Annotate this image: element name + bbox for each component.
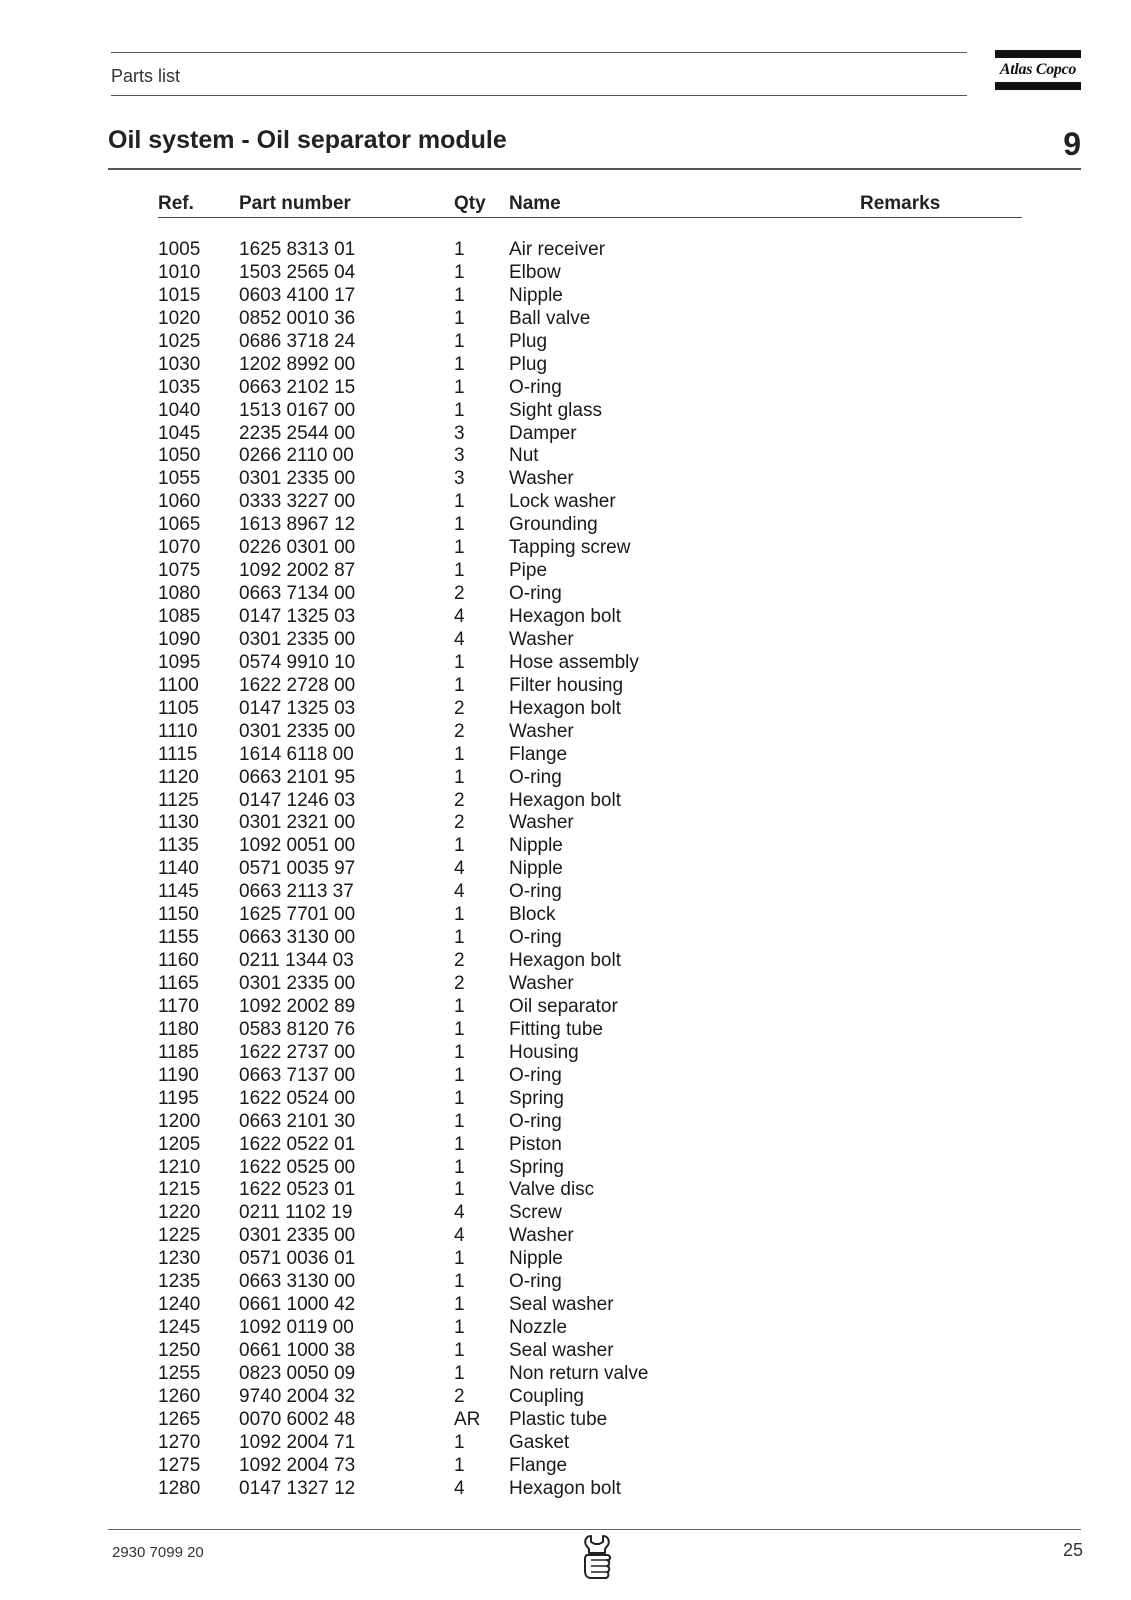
cell-part-number: 0574 9910 10 <box>239 651 356 673</box>
cell-qty: 1 <box>454 835 465 857</box>
column-header-qty: Qty <box>454 193 486 214</box>
table-row <box>0 514 1131 537</box>
title-rule <box>108 168 1081 170</box>
table-row <box>0 721 1131 744</box>
cell-part-number: 0301 2335 00 <box>239 973 356 994</box>
cell-qty: 1 <box>454 284 465 306</box>
cell-name: Coupling <box>509 1385 584 1407</box>
cell-qty: 1 <box>454 399 465 421</box>
cell-name: Nipple <box>509 1248 563 1270</box>
cell-name: Fitting tube <box>509 1018 603 1040</box>
cell-part-number: 1613 8967 12 <box>239 514 356 536</box>
cell-ref: 1250 <box>158 1340 201 1361</box>
table-row <box>0 858 1131 881</box>
cell-qty: 4 <box>454 1202 465 1224</box>
cell-part-number: 1625 8313 01 <box>239 239 356 260</box>
cell-qty: 1 <box>454 537 465 559</box>
table-row <box>0 491 1131 514</box>
cell-name: Nut <box>509 445 539 467</box>
table-row <box>0 1432 1131 1455</box>
cell-ref: 1015 <box>158 284 201 306</box>
header-rule <box>158 217 1022 218</box>
cell-qty: 1 <box>454 239 465 260</box>
cell-qty: 1 <box>454 1133 465 1155</box>
table-row <box>0 560 1131 583</box>
cell-name: Washer <box>509 628 574 650</box>
cell-name: Washer <box>509 973 574 994</box>
table-row <box>0 1088 1131 1111</box>
cell-qty: 1 <box>454 1156 465 1178</box>
cell-qty: 1 <box>454 995 465 1017</box>
cell-ref: 1145 <box>158 881 199 903</box>
table-row <box>0 1317 1131 1340</box>
cell-qty: 1 <box>454 1018 465 1040</box>
cell-part-number: 0663 2102 15 <box>239 376 356 398</box>
cell-name: Flange <box>509 743 568 765</box>
cell-ref: 1030 <box>158 353 201 375</box>
cell-part-number: 0661 1000 38 <box>239 1340 356 1361</box>
table-row <box>0 812 1131 835</box>
cell-qty: 1 <box>454 1454 465 1476</box>
cell-part-number: 0603 4100 17 <box>239 284 356 306</box>
cell-part-number: 0571 0036 01 <box>239 1248 356 1270</box>
cell-ref: 1200 <box>158 1110 201 1132</box>
cell-qty: 4 <box>454 1225 465 1247</box>
cell-ref: 1280 <box>158 1477 201 1499</box>
cell-qty: 1 <box>454 1294 465 1316</box>
table-row <box>0 629 1131 652</box>
brand-logo <box>995 50 1081 90</box>
cell-name: Hexagon bolt <box>509 697 621 719</box>
table-row <box>0 1042 1131 1065</box>
cell-ref: 1265 <box>158 1408 201 1430</box>
cell-part-number: 1622 0525 00 <box>239 1156 356 1178</box>
cell-qty: 4 <box>454 1477 465 1499</box>
cell-name: Tapping screw <box>509 537 631 559</box>
logo-top-bar <box>995 50 1081 58</box>
cell-qty: 1 <box>454 651 465 673</box>
cell-qty: 1 <box>454 1064 465 1086</box>
cell-part-number: 9740 2004 32 <box>239 1385 356 1407</box>
cell-name: O-ring <box>509 583 562 605</box>
cell-ref: 1160 <box>158 950 199 972</box>
cell-qty: 3 <box>454 422 465 444</box>
table-row <box>0 1111 1131 1134</box>
cell-ref: 1020 <box>158 307 201 329</box>
cell-ref: 1255 <box>158 1362 201 1384</box>
cell-part-number: 1513 0167 00 <box>239 399 356 421</box>
cell-ref: 1140 <box>158 858 199 880</box>
cell-ref: 1225 <box>158 1225 201 1247</box>
table-row <box>0 1225 1131 1248</box>
cell-ref: 1085 <box>158 606 201 627</box>
cell-part-number: 0266 2110 00 <box>239 445 354 467</box>
table-row <box>0 1157 1131 1180</box>
cell-ref: 1275 <box>158 1454 201 1476</box>
cell-name: O-ring <box>509 1271 562 1293</box>
cell-name: Sight glass <box>509 399 602 421</box>
cell-name: Hose assembly <box>509 651 639 673</box>
cell-ref: 1240 <box>158 1294 201 1316</box>
cell-qty: 4 <box>454 628 465 650</box>
table-row <box>0 652 1131 675</box>
cell-qty: 1 <box>454 1041 465 1063</box>
footer-rule <box>108 1529 1081 1530</box>
cell-name: Elbow <box>509 261 561 283</box>
cell-ref: 1215 <box>158 1179 201 1201</box>
cell-part-number: 1503 2565 04 <box>239 261 356 283</box>
table-row <box>0 400 1131 423</box>
cell-part-number: 1614 6118 00 <box>239 743 354 765</box>
cell-name: Spring <box>509 1087 564 1109</box>
cell-name: Housing <box>509 1041 579 1063</box>
table-row <box>0 262 1131 285</box>
cell-ref: 1050 <box>158 445 201 467</box>
cell-part-number: 0147 1246 03 <box>239 789 356 811</box>
cell-name: Nipple <box>509 858 563 880</box>
document-number: 2930 7099 20 <box>112 1544 204 1561</box>
cell-ref: 1220 <box>158 1202 201 1224</box>
table-row <box>0 881 1131 904</box>
cell-ref: 1010 <box>158 261 201 283</box>
cell-part-number: 0070 6002 48 <box>239 1408 356 1430</box>
cell-name: Lock washer <box>509 491 616 513</box>
cell-name: O-ring <box>509 1110 562 1132</box>
cell-qty: 1 <box>454 514 465 536</box>
cell-part-number: 1622 2737 00 <box>239 1041 356 1063</box>
cell-name: O-ring <box>509 881 562 903</box>
cell-name: Hexagon bolt <box>509 606 621 627</box>
cell-qty: 4 <box>454 858 465 880</box>
cell-name: Flange <box>509 1454 568 1476</box>
cell-qty: 2 <box>454 812 465 834</box>
cell-ref: 1165 <box>158 973 199 994</box>
cell-qty: 4 <box>454 606 465 627</box>
cell-name: O-ring <box>509 927 562 949</box>
cell-qty: 1 <box>454 904 465 926</box>
cell-ref: 1185 <box>158 1041 199 1063</box>
cell-qty: 1 <box>454 1179 465 1201</box>
cell-part-number: 0686 3718 24 <box>239 330 356 352</box>
cell-qty: 1 <box>454 743 465 765</box>
cell-qty: 3 <box>454 468 465 490</box>
cell-qty: 1 <box>454 766 465 788</box>
column-header-name: Name <box>509 193 561 214</box>
cell-ref: 1245 <box>158 1317 201 1339</box>
table-row <box>0 698 1131 721</box>
table-row <box>0 744 1131 767</box>
table-row <box>0 1455 1131 1478</box>
cell-ref: 1210 <box>158 1156 201 1178</box>
cell-part-number: 0226 0301 00 <box>239 537 356 559</box>
cell-qty: 1 <box>454 261 465 283</box>
table-row <box>0 835 1131 858</box>
table-row <box>0 1340 1131 1363</box>
cell-qty: 3 <box>454 445 465 467</box>
cell-ref: 1045 <box>158 422 201 444</box>
table-row <box>0 308 1131 331</box>
cell-name: Nipple <box>509 284 563 306</box>
cell-ref: 1125 <box>158 789 199 811</box>
cell-name: Spring <box>509 1156 564 1178</box>
table-row <box>0 1134 1131 1157</box>
cell-ref: 1055 <box>158 468 201 490</box>
section-label: Parts list <box>111 66 181 86</box>
cell-name: Block <box>509 904 556 926</box>
cell-name: Washer <box>509 720 574 742</box>
cell-name: Screw <box>509 1202 562 1224</box>
table-row <box>0 1248 1131 1271</box>
logo-wordmark: Atlas Copco <box>999 61 1077 78</box>
cell-part-number: 0301 2335 00 <box>239 468 356 490</box>
cell-name: Filter housing <box>509 674 624 696</box>
cell-part-number: 0301 2321 00 <box>239 812 356 834</box>
cell-qty: 1 <box>454 674 465 696</box>
cell-part-number: 1622 0523 01 <box>239 1179 356 1201</box>
cell-qty: 1 <box>454 1271 465 1293</box>
cell-qty: 1 <box>454 353 465 375</box>
cell-name: Valve disc <box>509 1179 595 1201</box>
cell-name: Grounding <box>509 514 598 536</box>
cell-part-number: 0663 3130 00 <box>239 927 356 949</box>
cell-qty: 1 <box>454 1317 465 1339</box>
cell-ref: 1065 <box>158 514 201 536</box>
table-row <box>0 1019 1131 1042</box>
cell-part-number: 0301 2335 00 <box>239 628 356 650</box>
cell-qty: 2 <box>454 697 465 719</box>
table-row <box>0 790 1131 813</box>
logo-bottom-bar <box>995 82 1081 90</box>
cell-ref: 1090 <box>158 628 201 650</box>
table-row <box>0 675 1131 698</box>
cell-name: Seal washer <box>509 1340 614 1361</box>
cell-ref: 1195 <box>158 1087 199 1109</box>
cell-ref: 1060 <box>158 491 201 513</box>
cell-qty: 2 <box>454 789 465 811</box>
cell-name: Piston <box>509 1133 562 1155</box>
cell-part-number: 1092 2004 73 <box>239 1454 356 1476</box>
cell-name: Air receiver <box>509 239 606 260</box>
cell-ref: 1180 <box>158 1018 199 1040</box>
table-row <box>0 973 1131 996</box>
page-title: Oil system - Oil separator module <box>108 126 507 154</box>
cell-qty: 1 <box>454 1087 465 1109</box>
cell-part-number: 0663 3130 00 <box>239 1271 356 1293</box>
cell-part-number: 0852 0010 36 <box>239 307 356 329</box>
cell-part-number: 0147 1327 12 <box>239 1477 356 1499</box>
cell-ref: 1120 <box>158 766 199 788</box>
header-bottom-rule <box>111 95 967 96</box>
cell-part-number: 2235 2544 00 <box>239 422 356 444</box>
cell-ref: 1150 <box>158 904 199 926</box>
table-row <box>0 1179 1131 1202</box>
cell-name: O-ring <box>509 766 562 788</box>
cell-qty: 1 <box>454 1110 465 1132</box>
cell-part-number: 1092 2002 87 <box>239 560 356 582</box>
cell-ref: 1080 <box>158 583 201 605</box>
table-row <box>0 927 1131 950</box>
cell-ref: 1270 <box>158 1431 201 1453</box>
cell-ref: 1005 <box>158 239 201 260</box>
cell-ref: 1155 <box>158 927 199 949</box>
cell-ref: 1115 <box>158 743 198 765</box>
cell-qty: 1 <box>454 1431 465 1453</box>
cell-qty: 1 <box>454 927 465 949</box>
table-row <box>0 583 1131 606</box>
cell-ref: 1100 <box>158 674 199 696</box>
cell-ref: 1105 <box>158 697 199 719</box>
cell-name: Nozzle <box>509 1317 568 1339</box>
table-row <box>0 996 1131 1019</box>
cell-name: Gasket <box>509 1431 570 1453</box>
cell-name: Non return valve <box>509 1362 649 1384</box>
cell-part-number: 1092 0051 00 <box>239 835 356 857</box>
header-top-rule <box>111 52 967 53</box>
cell-ref: 1170 <box>158 995 199 1017</box>
cell-qty: 1 <box>454 307 465 329</box>
cell-name: O-ring <box>509 376 562 398</box>
cell-qty: 2 <box>454 720 465 742</box>
table-row <box>0 285 1131 308</box>
table-row <box>0 445 1131 468</box>
spanner-hand-icon <box>578 1533 616 1583</box>
cell-part-number: 1622 2728 00 <box>239 674 356 696</box>
cell-part-number: 1622 0524 00 <box>239 1087 356 1109</box>
cell-part-number: 1092 2004 71 <box>239 1431 356 1453</box>
table-row <box>0 904 1131 927</box>
table-row <box>0 468 1131 491</box>
table-row <box>0 537 1131 560</box>
cell-ref: 1075 <box>158 560 201 582</box>
cell-part-number: 1092 0119 00 <box>239 1317 354 1339</box>
cell-qty: 2 <box>454 583 465 605</box>
table-row <box>0 950 1131 973</box>
cell-ref: 1040 <box>158 399 201 421</box>
column-header-remarks: Remarks <box>860 193 941 214</box>
cell-name: Damper <box>509 422 577 444</box>
table-row <box>0 1478 1131 1501</box>
cell-ref: 1135 <box>158 835 199 857</box>
cell-name: Plug <box>509 330 548 352</box>
cell-ref: 1110 <box>158 720 198 742</box>
cell-part-number: 0663 2113 37 <box>239 881 354 903</box>
cell-qty: AR <box>454 1408 481 1430</box>
cell-qty: 1 <box>454 1362 465 1384</box>
cell-part-number: 0663 7137 00 <box>239 1064 356 1086</box>
cell-ref: 1260 <box>158 1385 201 1407</box>
table-row <box>0 239 1131 262</box>
cell-part-number: 0147 1325 03 <box>239 606 356 627</box>
cell-part-number: 0823 0050 09 <box>239 1362 356 1384</box>
cell-ref: 1205 <box>158 1133 201 1155</box>
cell-name: Oil separator <box>509 995 618 1017</box>
cell-qty: 2 <box>454 950 465 972</box>
cell-name: Washer <box>509 468 574 490</box>
cell-ref: 1070 <box>158 537 201 559</box>
cell-ref: 1130 <box>158 812 199 834</box>
cell-ref: 1095 <box>158 651 201 673</box>
cell-name: Nipple <box>509 835 563 857</box>
cell-part-number: 1622 0522 01 <box>239 1133 356 1155</box>
table-row <box>0 423 1131 446</box>
cell-name: Washer <box>509 812 574 834</box>
cell-part-number: 0663 2101 30 <box>239 1110 356 1132</box>
page-number: 25 <box>1062 1540 1083 1560</box>
table-row <box>0 767 1131 790</box>
column-header-part-number: Part number <box>239 193 351 214</box>
cell-qty: 1 <box>454 330 465 352</box>
cell-name: Seal washer <box>509 1294 614 1316</box>
cell-part-number: 0663 7134 00 <box>239 583 356 605</box>
cell-name: Plug <box>509 353 548 375</box>
cell-name: Pipe <box>509 560 548 582</box>
table-row <box>0 377 1131 400</box>
cell-name: Hexagon bolt <box>509 1477 621 1499</box>
cell-part-number: 0661 1000 42 <box>239 1294 356 1316</box>
cell-part-number: 0333 3227 00 <box>239 491 356 513</box>
cell-qty: 4 <box>454 881 465 903</box>
cell-qty: 1 <box>454 560 465 582</box>
cell-part-number: 0301 2335 00 <box>239 1225 356 1247</box>
cell-qty: 1 <box>454 491 465 513</box>
parts-table <box>0 239 1131 1501</box>
table-row <box>0 1409 1131 1432</box>
cell-part-number: 1625 7701 00 <box>239 904 356 926</box>
table-row <box>0 354 1131 377</box>
cell-qty: 1 <box>454 1248 465 1270</box>
table-row <box>0 331 1131 354</box>
table-row <box>0 1386 1131 1409</box>
cell-part-number: 0583 8120 76 <box>239 1018 356 1040</box>
cell-ref: 1025 <box>158 330 201 352</box>
cell-qty: 1 <box>454 376 465 398</box>
cell-part-number: 1202 8992 00 <box>239 353 356 375</box>
cell-part-number: 1092 2002 89 <box>239 995 356 1017</box>
cell-name: Hexagon bolt <box>509 950 621 972</box>
cell-ref: 1235 <box>158 1271 201 1293</box>
cell-name: Plastic tube <box>509 1408 608 1430</box>
cell-name: O-ring <box>509 1064 562 1086</box>
cell-name: Washer <box>509 1225 574 1247</box>
table-row <box>0 1202 1131 1225</box>
table-row <box>0 606 1131 629</box>
column-header-ref: Ref. <box>158 193 194 214</box>
cell-ref: 1190 <box>158 1064 199 1086</box>
cell-part-number: 0211 1344 03 <box>239 950 354 972</box>
cell-part-number: 0571 0035 97 <box>239 858 356 880</box>
cell-ref: 1035 <box>158 376 201 398</box>
cell-part-number: 0663 2101 95 <box>239 766 356 788</box>
cell-part-number: 0211 1102 19 <box>239 1202 353 1224</box>
cell-ref: 1230 <box>158 1248 201 1270</box>
table-row <box>0 1363 1131 1386</box>
table-row <box>0 1271 1131 1294</box>
cell-part-number: 0301 2335 00 <box>239 720 356 742</box>
table-row <box>0 1065 1131 1088</box>
table-row <box>0 1294 1131 1317</box>
chapter-number: 9 <box>1063 126 1081 162</box>
cell-qty: 1 <box>454 1340 465 1361</box>
cell-qty: 2 <box>454 973 465 994</box>
cell-qty: 2 <box>454 1385 465 1407</box>
cell-name: Ball valve <box>509 307 591 329</box>
cell-name: Hexagon bolt <box>509 789 621 811</box>
cell-part-number: 0147 1325 03 <box>239 697 356 719</box>
